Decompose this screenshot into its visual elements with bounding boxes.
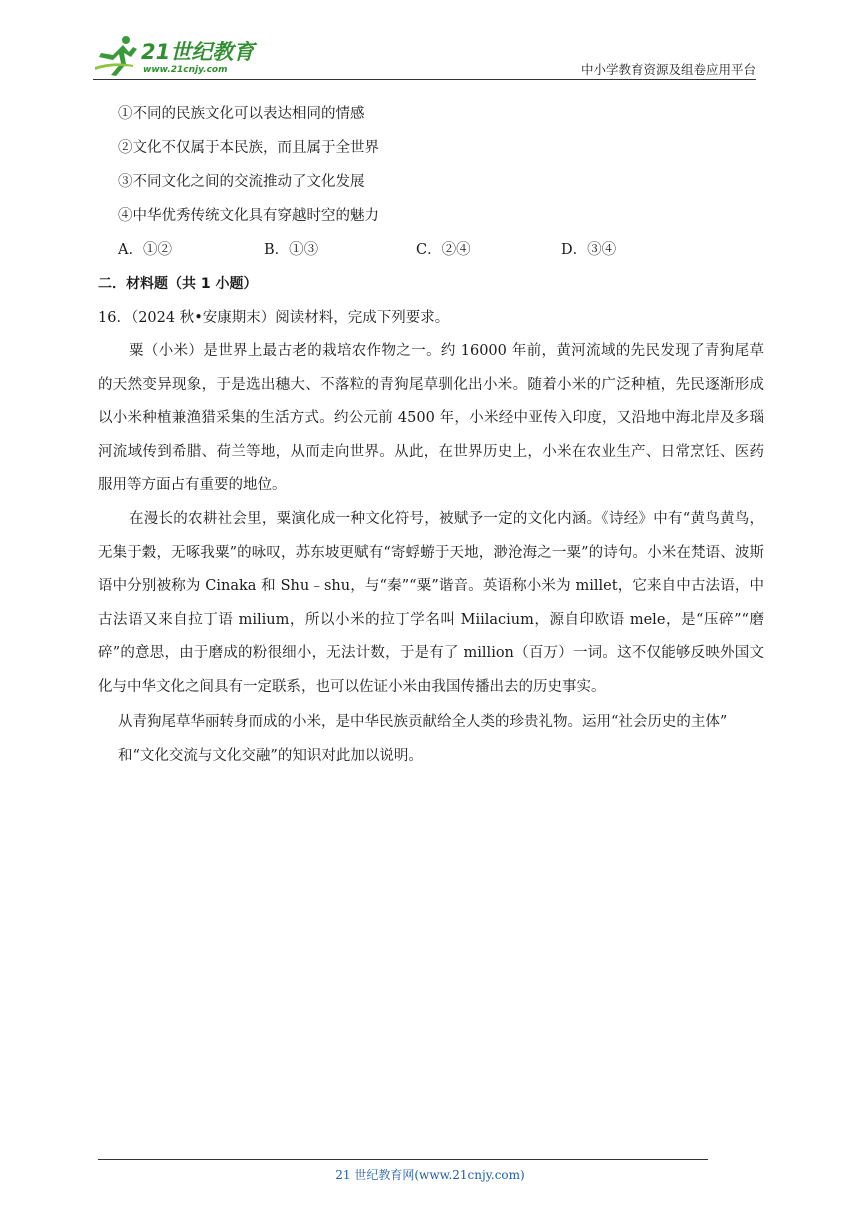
material-paragraph-1: 粟（小米）是世界上最古老的栽培农作物之一。约 16000 年前，黄河流域的先民发现了青狗尾草的天然变异现象，于是选出穗大、不落粒的青狗尾草驯化出小米。随着小米的广泛种植，先民逐渐形成以小米种植兼渔猎采集的生活方式。约公元前 4500 年，小米经中亚传入印度，又沿地中海北岸及多瑙河流域传到希腊、荷兰等地，从而走向世界。从此，在世界历史上，小米在农业生产、日常烹饪、医药服用等方面占有重要的地位。 [98,343,764,493]
page-header [0,0,860,80]
section-title: 二．材料题（共 1 小题） [98,276,258,292]
option-d: D．③④ [561,242,617,258]
question-stem: 16．（2024 秋•安康期末）阅读材料，完成下列要求。 [98,310,450,326]
option-a: A．①② [118,242,172,258]
logo [93,35,263,77]
statement-1: ①不同的民族文化可以表达相同的情感 [118,106,365,122]
statement-4: ④中华优秀传统文化具有穿越时空的魅力 [118,208,379,224]
statement-3: ③不同文化之间的交流推动了文化发展 [118,174,365,190]
footer-link[interactable]: 21 世纪教育网(www.21cnjy.com) [335,1168,525,1182]
header-divider [93,79,756,80]
runner-logo-icon [93,35,263,77]
option-b: B．①③ [264,242,319,258]
platform-title: 中小学教育资源及组卷应用平台 [580,62,756,77]
material-paragraph-2: 在漫长的农耕社会里，粟演化成一种文化符号，被赋予一定的文化内涵。《诗经》中有“黄鸟黄鸟，无集于穀，无啄我粟”的咏叹，苏东坡更赋有“寄蜉蝣于天地，渺沧海之一粟”的诗句。小米在梵语、波斯语中分别被称为 Cinaka 和 Shu﹣shu，与“秦”“粟”谐音。英语称小米为 millet，它来自中古法语，中古法语又来自拉丁语 milium，所以小米的拉丁学名叫 Miilacium，源自印欧语 mele，是“压碎”“磨碎”的意思，由于磨成的粉很细小，无法计数，于是有了 million（百万）一词。这不仅能够反映外国文化与中华文化之间具有一定联系，也可以佐证小米由我国传播出去的历史事实。 [98,511,764,695]
svg-text:21世纪教育: 21世纪教育 [141,40,255,64]
task-line-2: 和“文化交流与文化交融”的知识对此加以说明。 [118,748,423,764]
statement-2: ②文化不仅属于本民族，而且属于全世界 [118,140,379,156]
task-line-1: 从青狗尾草华丽转身而成的小米，是中华民族贡献给全人类的珍贵礼物。运用“社会历史的主体” [118,714,728,730]
footer-divider [98,1159,708,1160]
svg-text:www.21cnjy.com: www.21cnjy.com [143,65,228,75]
option-c: C．②④ [416,242,471,258]
